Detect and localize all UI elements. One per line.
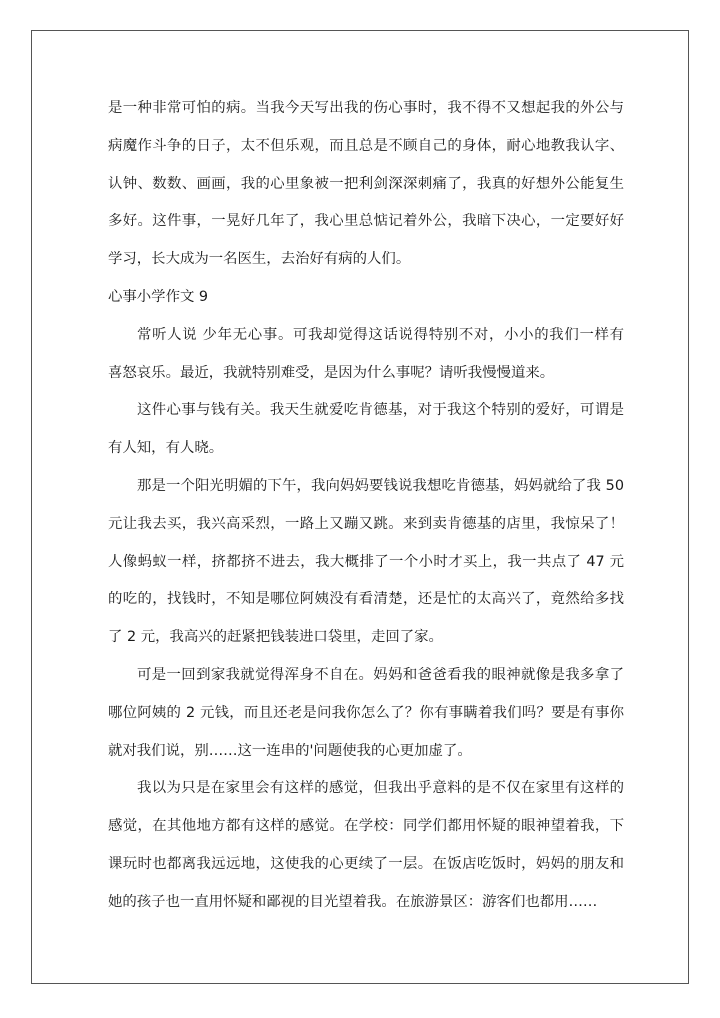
text-line: 的吃的，找钱时，不知是哪位阿姨没有看清楚，还是忙的太高兴了，竟然给多找: [108, 591, 624, 608]
text-line: 病魔作斗争的日子，太不但乐观，而且总是不顾自己的身体，耐心地教我认字、: [108, 137, 624, 154]
text-line: 可是一回到家我就觉得浑身不自在。妈妈和爸爸看我的眼神就像是我多拿了: [137, 666, 624, 683]
text-line: 哪位阿姨的 2 元钱，而且还老是问我你怎么了？你有事瞒着我们吗？要是有事你: [108, 704, 624, 721]
text-line: 我以为只是在家里会有这样的感觉，但我出乎意料的是不仅在家里有这样的: [137, 780, 624, 797]
text-line: 就对我们说，别……这一连串的'问题使我的心更加虚了。: [108, 742, 472, 759]
text-line: 课玩时也都离我远远地，这使我的心更续了一层。在饭店吃饭时，妈妈的朋友和: [108, 855, 624, 872]
text-line: 感觉，在其他地方都有这样的感觉。在学校：同学们都用怀疑的眼神望着我，下: [108, 818, 624, 835]
text-line: 了 2 元，我高兴的赶紧把钱装进口袋里，走回了家。: [108, 629, 443, 646]
text-line: 人像蚂蚁一样，挤都挤不进去，我大概排了一个小时才买上，我一共点了 47 元: [108, 553, 624, 570]
text-line: 多好。这件事，一晃好几年了，我心里总惦记着外公，我暗下决心，一定要好好: [108, 213, 624, 230]
text-line: 元让我去买，我兴高采烈，一路上又蹦又跳。来到卖肯德基的店里，我惊呆了！: [108, 515, 624, 532]
text-line: 是一种非常可怕的病。当我今天写出我的伤心事时，我不得不又想起我的外公与: [108, 100, 624, 116]
text-line: 有人知，有人晓。: [108, 440, 224, 457]
text-line: 认钟、数数、画画，我的心里象被一把利剑深深刺痛了，我真的好想外公能复生: [108, 175, 624, 192]
text-line: 她的孩子也一直用怀疑和鄙视的目光望着我。在旅游景区：游客们也都用……: [108, 893, 598, 910]
section-title: 心事小学作文 9: [108, 288, 209, 305]
text-line: 学习，长大成为一名医生，去治好有病的人们。: [108, 251, 411, 268]
text-line: 喜怒哀乐。最近，我就特别难受，是因为什么事呢？请听我慢慢道来。: [108, 364, 555, 381]
document-body: [108, 90, 624, 922]
text-line: 这件心事与钱有关。我天生就爱吃肯德基，对于我这个特别的爱好，可谓是: [137, 402, 624, 419]
text-line: 那是一个阳光明媚的下午，我向妈妈要钱说我想吃肯德基，妈妈就给了我 50: [137, 477, 624, 494]
text-line: 常听人说 少年无心事。可我却觉得这话说得特别不对，小小的我们一样有: [137, 326, 624, 343]
